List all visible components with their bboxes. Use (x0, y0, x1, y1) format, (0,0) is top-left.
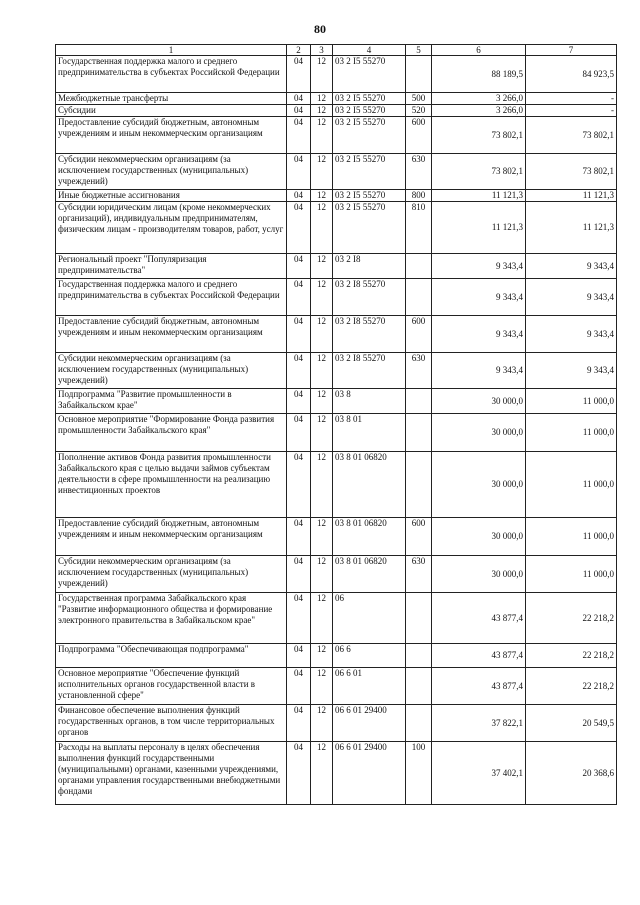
row-amount-2: 11 121,3 (526, 190, 617, 202)
row-name: Субсидии некоммерческим организациям (за исключением государственных (муниципальных) учреждений) (56, 154, 287, 190)
table-row (56, 742, 617, 805)
row-name: Предоставление субсидий бюджетным, автономным учреждениям и иным некоммерческим организациям (56, 518, 287, 556)
row-amount-2: 22 218,2 (526, 644, 617, 668)
table-row (56, 414, 617, 452)
row-subsection-code: 12 (311, 154, 333, 190)
row-amount-1: 73 802,1 (432, 154, 526, 190)
row-target-code: 03 8 (333, 389, 406, 414)
row-name: Государственная поддержка малого и среднего предпринимательства в субъектах Российской Федерации (56, 279, 287, 316)
row-section-code: 04 (287, 154, 311, 190)
row-subsection-code: 12 (311, 190, 333, 202)
row-amount-1: 88 189,5 (432, 56, 526, 93)
row-amount-2: 11 121,3 (526, 202, 617, 254)
table-row (56, 93, 617, 105)
header-col-3: 3 (311, 45, 333, 56)
row-amount-1: 11 121,3 (432, 202, 526, 254)
header-col-1: 1 (56, 45, 287, 56)
row-amount-2: 22 218,2 (526, 668, 617, 705)
row-section-code: 04 (287, 556, 311, 593)
row-amount-1: 9 343,4 (432, 316, 526, 353)
row-target-code: 03 2 I5 55270 (333, 202, 406, 254)
row-target-code: 06 6 01 29400 (333, 705, 406, 742)
row-amount-1: 43 877,4 (432, 644, 526, 668)
row-section-code: 04 (287, 668, 311, 705)
row-target-code: 03 2 I5 55270 (333, 154, 406, 190)
row-subsection-code: 12 (311, 117, 333, 154)
row-target-code: 03 8 01 (333, 414, 406, 452)
row-amount-2: 11 000,0 (526, 556, 617, 593)
row-target-code: 03 2 I8 (333, 254, 406, 279)
row-amount-2: 11 000,0 (526, 518, 617, 556)
table-row (56, 556, 617, 593)
row-expense-type-code (406, 668, 432, 705)
row-name: Основное мероприятие "Формирование Фонда развития промышленности Забайкальского края" (56, 414, 287, 452)
row-amount-1: 30 000,0 (432, 556, 526, 593)
row-section-code: 04 (287, 593, 311, 644)
row-subsection-code: 12 (311, 93, 333, 105)
row-amount-1: 11 121,3 (432, 190, 526, 202)
row-name: Государственная программа Забайкальского края "Развитие информационного общества и формирование электронного правительства в Забайкальском крае" (56, 593, 287, 644)
header-col-4: 4 (333, 45, 406, 56)
row-section-code: 04 (287, 117, 311, 154)
row-section-code: 04 (287, 93, 311, 105)
header-col-2: 2 (287, 45, 311, 56)
row-section-code: 04 (287, 644, 311, 668)
row-subsection-code: 12 (311, 452, 333, 518)
header-col-7: 7 (526, 45, 617, 56)
row-amount-2: - (526, 93, 617, 105)
row-name: Пополнение активов Фонда развития промышленности Забайкальского края с целью выдачи займов субъектам деятельности в сфере промышленности на реализацию инвестиционных проектов (56, 452, 287, 518)
row-expense-type-code: 800 (406, 190, 432, 202)
row-subsection-code: 12 (311, 202, 333, 254)
row-subsection-code: 12 (311, 414, 333, 452)
row-amount-1: 3 266,0 (432, 93, 526, 105)
row-subsection-code: 12 (311, 556, 333, 593)
row-subsection-code: 12 (311, 518, 333, 556)
row-amount-2: 9 343,4 (526, 316, 617, 353)
row-expense-type-code (406, 279, 432, 316)
table-row (56, 279, 617, 316)
row-amount-2: 73 802,1 (526, 154, 617, 190)
row-name: Межбюджетные трансферты (56, 93, 287, 105)
row-target-code: 06 6 01 29400 (333, 742, 406, 805)
row-amount-2: 9 343,4 (526, 353, 617, 389)
row-subsection-code: 12 (311, 105, 333, 117)
table-header-row (56, 45, 617, 56)
row-amount-2: 22 218,2 (526, 593, 617, 644)
row-expense-type-code: 520 (406, 105, 432, 117)
row-section-code: 04 (287, 105, 311, 117)
row-subsection-code: 12 (311, 389, 333, 414)
row-target-code: 03 2 I5 55270 (333, 117, 406, 154)
row-name: Субсидии (56, 105, 287, 117)
row-subsection-code: 12 (311, 279, 333, 316)
row-name: Финансовое обеспечение выполнения функций государственных органов, в том числе территориальных органов (56, 705, 287, 742)
row-target-code: 03 8 01 06820 (333, 518, 406, 556)
row-target-code: 03 2 I8 55270 (333, 279, 406, 316)
table-row (56, 190, 617, 202)
row-target-code: 03 2 I8 55270 (333, 316, 406, 353)
row-name: Иные бюджетные ассигнования (56, 190, 287, 202)
row-expense-type-code: 500 (406, 93, 432, 105)
row-section-code: 04 (287, 254, 311, 279)
row-subsection-code: 12 (311, 644, 333, 668)
row-subsection-code: 12 (311, 593, 333, 644)
row-expense-type-code: 630 (406, 556, 432, 593)
row-expense-type-code (406, 705, 432, 742)
row-expense-type-code: 100 (406, 742, 432, 805)
row-amount-2: 20 368,6 (526, 742, 617, 805)
page-number: 80 (314, 22, 326, 36)
row-amount-1: 43 877,4 (432, 593, 526, 644)
table-row (56, 452, 617, 518)
row-name: Субсидии некоммерческим организациям (за исключением государственных (муниципальных) учреждений) (56, 556, 287, 593)
row-expense-type-code: 600 (406, 117, 432, 154)
table-row (56, 105, 617, 117)
table-row (56, 154, 617, 190)
row-amount-1: 3 266,0 (432, 105, 526, 117)
row-name: Расходы на выплаты персоналу в целях обеспечения выполнения функций государственными (муниципальными) органами, казенными учреждениями, органами управления государственными внебюджетными фондами (56, 742, 287, 805)
table-row (56, 254, 617, 279)
row-name: Региональный проект "Популяризация предпринимательства" (56, 254, 287, 279)
table-row (56, 117, 617, 154)
row-amount-2: 9 343,4 (526, 279, 617, 316)
row-subsection-code: 12 (311, 316, 333, 353)
table-row (56, 668, 617, 705)
row-amount-1: 37 822,1 (432, 705, 526, 742)
row-section-code: 04 (287, 414, 311, 452)
row-amount-2: - (526, 105, 617, 117)
row-section-code: 04 (287, 389, 311, 414)
row-subsection-code: 12 (311, 742, 333, 805)
row-amount-2: 73 802,1 (526, 117, 617, 154)
row-subsection-code: 12 (311, 705, 333, 742)
row-amount-2: 84 923,5 (526, 56, 617, 93)
row-target-code: 06 6 (333, 644, 406, 668)
row-amount-2: 9 343,4 (526, 254, 617, 279)
row-section-code: 04 (287, 202, 311, 254)
row-target-code: 03 2 I5 55270 (333, 56, 406, 93)
table-row (56, 705, 617, 742)
row-amount-1: 30 000,0 (432, 518, 526, 556)
row-section-code: 04 (287, 190, 311, 202)
row-amount-1: 9 343,4 (432, 353, 526, 389)
row-name: Субсидии некоммерческим организациям (за исключением государственных (муниципальных) учреждений) (56, 353, 287, 389)
row-expense-type-code: 630 (406, 353, 432, 389)
row-name: Подпрограмма "Обеспечивающая подпрограмма" (56, 644, 287, 668)
row-amount-2: 20 549,5 (526, 705, 617, 742)
row-section-code: 04 (287, 56, 311, 93)
row-target-code: 06 (333, 593, 406, 644)
row-subsection-code: 12 (311, 353, 333, 389)
row-target-code: 03 2 I5 55270 (333, 93, 406, 105)
table-row (56, 56, 617, 93)
header-col-6: 6 (432, 45, 526, 56)
row-expense-type-code: 600 (406, 316, 432, 353)
row-expense-type-code (406, 644, 432, 668)
row-target-code: 03 8 01 06820 (333, 452, 406, 518)
table-row (56, 518, 617, 556)
row-name: Предоставление субсидий бюджетным, автономным учреждениям и иным некоммерческим организациям (56, 117, 287, 154)
row-amount-2: 11 000,0 (526, 414, 617, 452)
row-expense-type-code: 810 (406, 202, 432, 254)
row-name: Подпрограмма "Развитие промышленности в Забайкальском крае" (56, 389, 287, 414)
row-section-code: 04 (287, 452, 311, 518)
row-subsection-code: 12 (311, 668, 333, 705)
row-target-code: 03 2 I5 55270 (333, 105, 406, 117)
row-amount-1: 30 000,0 (432, 414, 526, 452)
row-name: Предоставление субсидий бюджетным, автономным учреждениям и иным некоммерческим организациям (56, 316, 287, 353)
row-amount-2: 11 000,0 (526, 389, 617, 414)
row-amount-1: 9 343,4 (432, 279, 526, 316)
row-target-code: 06 6 01 (333, 668, 406, 705)
row-expense-type-code: 600 (406, 518, 432, 556)
row-expense-type-code (406, 389, 432, 414)
row-subsection-code: 12 (311, 254, 333, 279)
row-name: Субсидии юридическим лицам (кроме некоммерческих организаций), индивидуальным предпринимателям, физическим лицам - производителям товаров, работ, услуг (56, 202, 287, 254)
table-row (56, 644, 617, 668)
row-name: Основное мероприятие "Обеспечение функций исполнительных органов государственной власти в установленной сфере" (56, 668, 287, 705)
header-col-5: 5 (406, 45, 432, 56)
row-amount-1: 43 877,4 (432, 668, 526, 705)
budget-table (55, 44, 617, 805)
row-expense-type-code (406, 254, 432, 279)
row-amount-1: 73 802,1 (432, 117, 526, 154)
row-expense-type-code (406, 452, 432, 518)
row-section-code: 04 (287, 705, 311, 742)
table-row (56, 389, 617, 414)
row-section-code: 04 (287, 316, 311, 353)
row-amount-1: 9 343,4 (432, 254, 526, 279)
row-target-code: 03 2 I5 55270 (333, 190, 406, 202)
row-expense-type-code (406, 414, 432, 452)
row-amount-1: 30 000,0 (432, 389, 526, 414)
table-row (56, 202, 617, 254)
row-expense-type-code: 630 (406, 154, 432, 190)
row-section-code: 04 (287, 353, 311, 389)
row-target-code: 03 8 01 06820 (333, 556, 406, 593)
row-amount-1: 37 402,1 (432, 742, 526, 805)
row-section-code: 04 (287, 279, 311, 316)
row-section-code: 04 (287, 518, 311, 556)
row-amount-2: 11 000,0 (526, 452, 617, 518)
row-amount-1: 30 000,0 (432, 452, 526, 518)
row-target-code: 03 2 I8 55270 (333, 353, 406, 389)
table-row (56, 353, 617, 389)
row-section-code: 04 (287, 742, 311, 805)
row-name: Государственная поддержка малого и среднего предпринимательства в субъектах Российской Федерации (56, 56, 287, 93)
table-row (56, 316, 617, 353)
row-subsection-code: 12 (311, 56, 333, 93)
table-row (56, 593, 617, 644)
row-expense-type-code (406, 56, 432, 93)
row-expense-type-code (406, 593, 432, 644)
